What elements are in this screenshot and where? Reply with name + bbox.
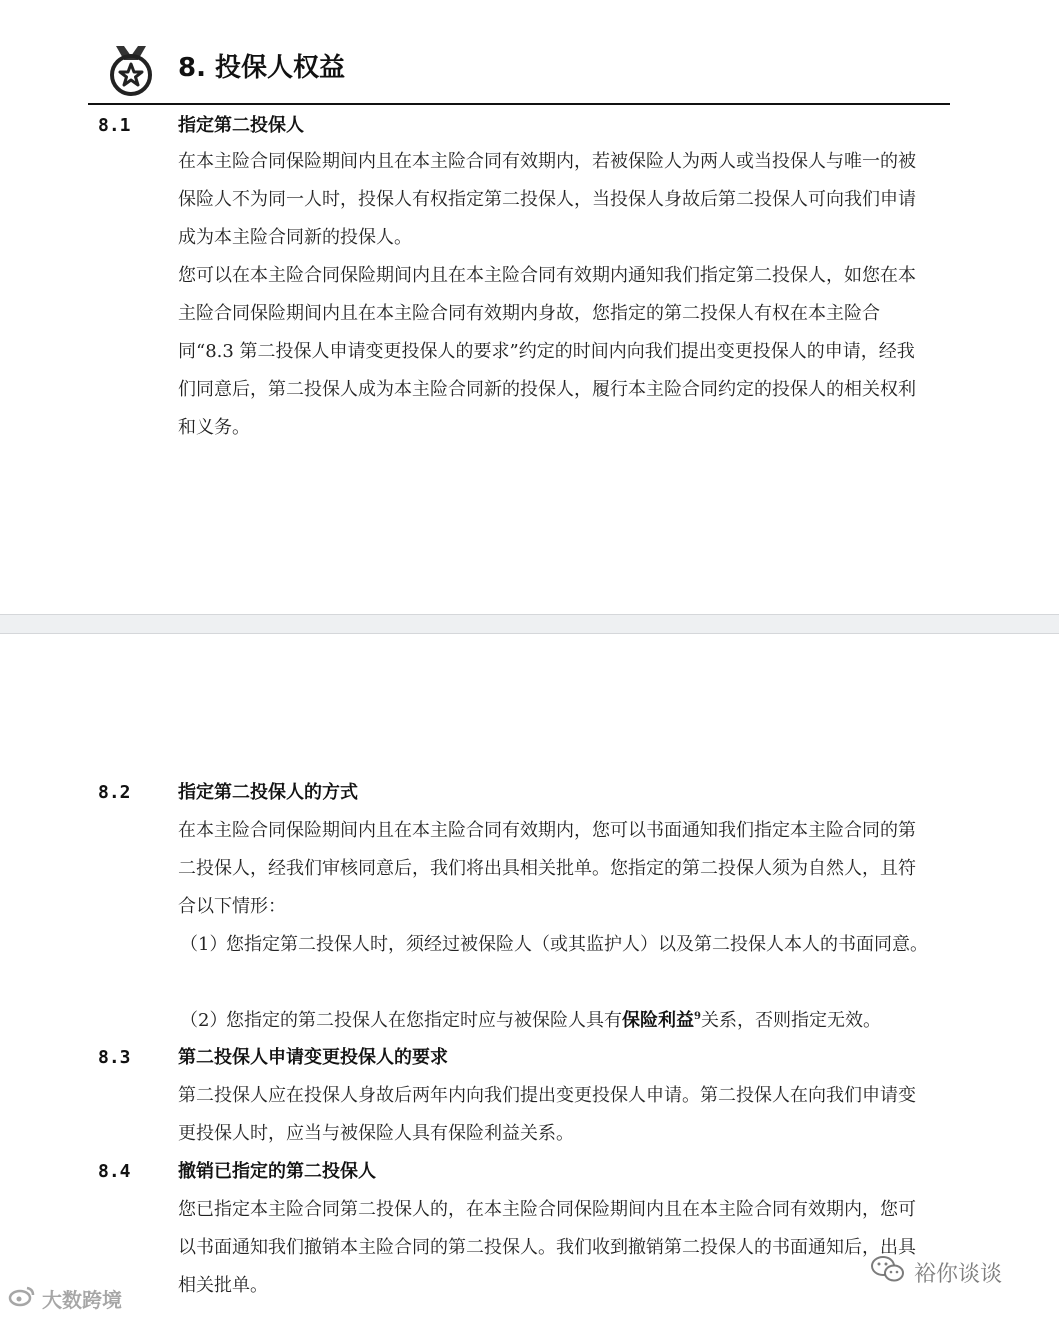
footnote-ref[interactable]: 9 — [694, 1011, 701, 1022]
defined-term-link[interactable]: 保险利益 — [622, 1010, 694, 1031]
section-number: 8.3 — [98, 1047, 131, 1068]
chapter-rule — [88, 103, 950, 105]
document-page-2 — [0, 634, 1059, 1319]
watermark-left-text: 大数跨境 — [42, 1288, 122, 1312]
weibo-icon — [8, 1285, 36, 1312]
section-paragraph: 您可以在本主险合同保险期间内且在本主险合同有效期内通知我们指定第二投保人，如您在本主险合同保险期间内且在本主险合同有效期内身故，您指定的第二投保人有权在本主险合同“8.3 第二投保人申请变更投保人的要求”约定的时间内向我们提出变更投保人的申请，经我们同意后，第二投保人成为本主险合同新的投保人，履行本主险合同约定的投保人的相关权利和义务。 — [178, 265, 916, 438]
list-item-marker: （2） — [180, 1010, 228, 1031]
list-item — [226, 1002, 938, 1040]
section-number: 8.4 — [98, 1161, 131, 1182]
section-paragraph: 在本主险合同保险期间内且在本主险合同有效期内，您可以书面通知我们指定本主险合同的第二投保人，经我们审核同意后，我们将出具相关批单。您指定的第二投保人须为自然人，且符合以下情形： — [178, 820, 916, 917]
section-paragraph: 第二投保人应在投保人身故后两年内向我们提出变更投保人申请。第二投保人在向我们申请变更投保人时，应当与被保险人具有保险利益关系。 — [178, 1085, 916, 1144]
list-item: 您指定第二投保人时，须经过被保险人（或其监护人）以及第二投保人本人的书面同意。 — [226, 934, 928, 955]
list-item-marker: （1） — [180, 934, 228, 955]
section-title: 指定第二投保人的方式 — [178, 782, 358, 803]
section-title: 第二投保人申请变更投保人的要求 — [178, 1047, 448, 1068]
watermark-left — [8, 1284, 122, 1313]
section-paragraph: 您已指定本主险合同第二投保人的，在本主险合同保险期间内且在本主险合同有效期内，您可以书面通知我们撤销本主险合同的第二投保人。我们收到撤销第二投保人的书面通知后，出具相关批单。 — [178, 1199, 916, 1296]
section-paragraph: 在本主险合同保险期间内且在本主险合同有效期内，若被保险人为两人或当投保人与唯一的被保险人不为同一人时，投保人有权指定第二投保人，当投保人身故后第二投保人可向我们申请成为本主险合同新的投保人。 — [178, 151, 916, 248]
watermark-right — [870, 1254, 1002, 1290]
chapter-title: 8. 投保人权益 — [178, 53, 346, 83]
watermark-right-text: 裕你谈谈 — [914, 1261, 1003, 1287]
list-item-text: 关系，否则指定无效。 — [700, 1010, 881, 1031]
section-title: 撤销已指定的第二投保人 — [178, 1161, 376, 1182]
section-number: 8.2 — [98, 782, 131, 803]
section-number: 8.1 — [98, 115, 131, 136]
section-title: 指定第二投保人 — [178, 115, 304, 136]
document-page-1 — [0, 0, 1059, 614]
list-item-text: 您指定的第二投保人在您指定时应与被保险人具有 — [226, 1010, 622, 1031]
page-gap — [0, 614, 1059, 634]
medal-star-icon — [104, 44, 158, 96]
wechat-icon — [870, 1254, 906, 1290]
